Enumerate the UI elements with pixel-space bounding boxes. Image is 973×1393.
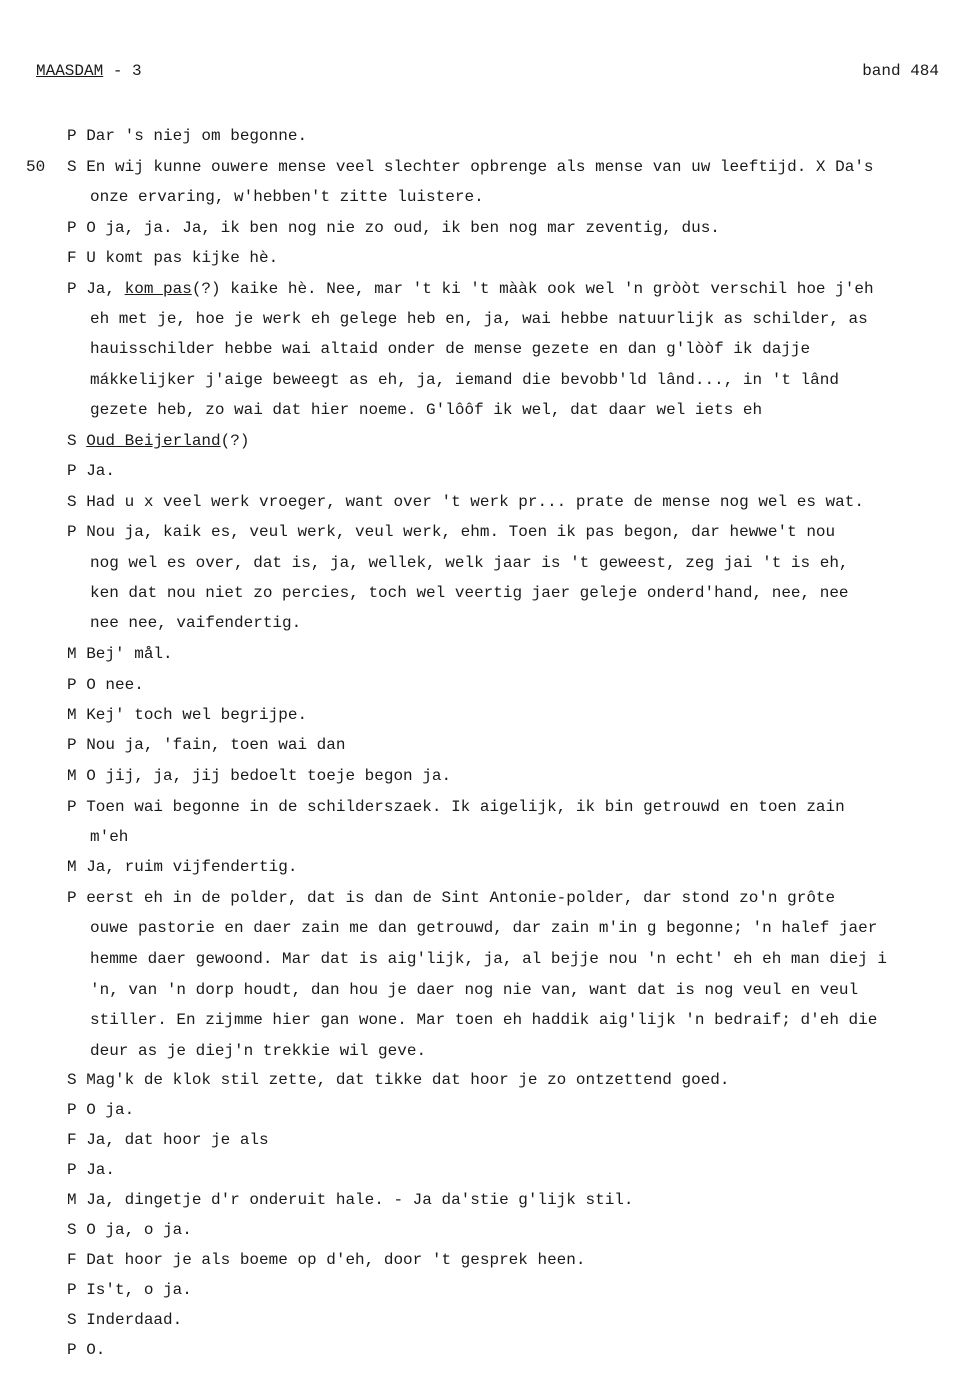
transcript-line: hauisschilder hebbe wai altaid onder de mense gezete en dan g'lòòf ik dajje <box>90 340 811 358</box>
transcript-line: deur as je diej'n trekkie wil geve. <box>90 1042 427 1060</box>
transcript-line: P O nee. <box>67 676 144 694</box>
transcript-line: P O ja. <box>67 1101 135 1119</box>
header-title <box>36 62 142 80</box>
transcript-line: ouwe pastorie en daer zain me dan getrouwd, dar zain m'in g begonne; 'n halef jaer <box>90 919 878 937</box>
transcript-line: hemme daer gewoond. Mar dat is aig'lijk, ja, al bejje nou 'n echt' eh eh man diej i <box>90 950 887 968</box>
transcript-line: P Ja. <box>67 1161 116 1179</box>
transcript-line: P O. <box>67 1341 106 1359</box>
transcript-line: P O ja, ja. Ja, ik ben nog nie zo oud, ik ben nog mar zeventig, dus. <box>67 219 720 237</box>
transcript-line: F U komt pas kijke hè. <box>67 249 279 267</box>
transcript-line: mákkelijker j'aige beweegt as eh, ja, iemand die bevobb'ld lând..., in 't lând <box>90 371 839 389</box>
transcript-line: 'n, van 'n dorp houdt, dan hou je daer nog nie van, want dat is nog veul en veul <box>90 981 859 999</box>
transcript-line: M Kej' toch wel begrijpe. <box>67 706 308 724</box>
header-place: MAASDAM <box>36 62 104 80</box>
transcript-line: nee nee, vaifendertig. <box>90 614 302 632</box>
page-header <box>36 62 939 86</box>
header-band: band 484 <box>862 62 939 80</box>
transcript-line: F Dat hoor je als boeme op d'eh, door 't gesprek heen. <box>67 1251 586 1269</box>
line-text-after: (?) kaike hè. Nee, mar 't ki 't mààk ook wel 'n gròòt verschil hoe j'eh <box>191 280 874 298</box>
transcript-line: P Ja. <box>67 462 116 480</box>
transcript-line: P eerst eh in de polder, dat is dan de Sint Antonie-polder, dar stond zo'n grôte <box>67 889 836 907</box>
transcript-line: P Toen wai begonne in de schilderszaek. Ik aigelijk, ik bin getrouwd en toen zain <box>67 798 845 816</box>
transcript-line: S En wij kunne ouwere mense veel slechter opbrenge als mense van uw leeftijd. X Da's <box>67 158 874 176</box>
transcript-line: P Is't, o ja. <box>67 1281 192 1299</box>
transcript-line: onze ervaring, w'hebben't zitte luistere. <box>90 188 484 206</box>
line-text-before: P Ja, <box>67 280 125 298</box>
underlined-phrase: Oud Beijerland <box>86 432 221 450</box>
transcript-line: S Inderdaad. <box>67 1311 183 1329</box>
transcript-line: F Ja, dat hoor je als <box>67 1131 269 1149</box>
transcript-line: M Ja, dingetje d'r onderuit hale. - Ja da'stie g'lijk stil. <box>67 1191 634 1209</box>
transcript-line: m'eh <box>90 828 129 846</box>
transcript-line: P Nou ja, kaik es, veul werk, veul werk, ehm. Toen ik pas begon, dar hewwe't nou <box>67 523 836 541</box>
transcript-line: P Dar 's niej om begonne. <box>67 127 308 145</box>
transcript-line: gezete heb, zo wai dat hier noeme. G'lôôf ik wel, dat daar wel iets eh <box>90 401 763 419</box>
line-text-before: S <box>67 432 87 450</box>
transcript-line: eh met je, hoe je werk eh gelege heb en, ja, wai hebbe natuurlijk as schilder, as <box>90 310 868 328</box>
transcript-line: M Bej' mål. <box>67 645 173 663</box>
header-page-number: - 3 <box>103 62 142 80</box>
transcript-line: M O jij, ja, jij bedoelt toeje begon ja. <box>67 767 452 785</box>
transcript-line: nog wel es over, dat is, ja, wellek, welk jaar is 't geweest, zeg jai 't is eh, <box>90 554 849 572</box>
transcript-line: S Mag'k de klok stil zette, dat tikke dat hoor je zo ontzettend goed. <box>67 1071 730 1089</box>
underlined-phrase: kom pas <box>124 280 192 298</box>
transcript-line: stiller. En zijmme hier gan wone. Mar toen eh haddik aig'lijk 'n bedraif; d'eh die <box>90 1011 878 1029</box>
line-text-after: (?) <box>220 432 250 450</box>
transcript-line: S O ja, o ja. <box>67 1221 192 1239</box>
transcript-line: M Ja, ruim vijfendertig. <box>67 858 298 876</box>
transcript-line: ken dat nou niet zo percies, toch wel veertig jaer geleje onderd'hand, nee, nee <box>90 584 849 602</box>
transcript-line: S Had u x veel werk vroeger, want over 't werk pr... prate de mense nog wel es wat. <box>67 493 864 511</box>
transcript-line <box>67 431 249 451</box>
margin-line-number: 50 <box>26 158 46 176</box>
transcript-line <box>67 279 874 299</box>
transcript-line: P Nou ja, 'fain, toen wai dan <box>67 736 346 754</box>
